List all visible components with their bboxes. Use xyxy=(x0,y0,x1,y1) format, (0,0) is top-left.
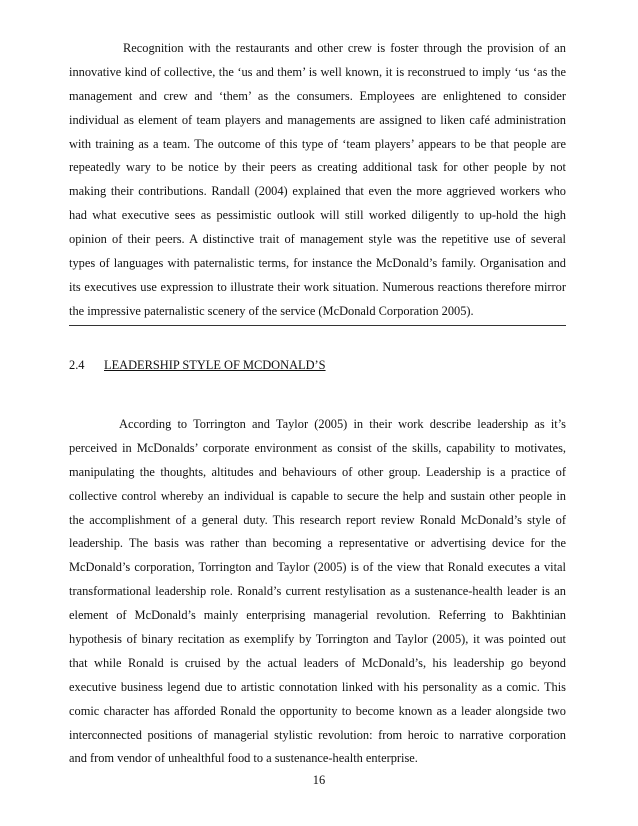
paragraph-line: comic character has afforded Ronald the opportunity to become known as a leader alongside two xyxy=(69,703,566,718)
paragraph-line: innovative kind of collective, the ‘us and them’ is well known, it is reconstrued to imply ‘us ‘as the xyxy=(69,64,566,79)
page-number: 16 xyxy=(312,773,326,787)
paragraph-line: and from vendor of unhealthful food to a sustenance-health enterprise. xyxy=(69,751,418,766)
paragraph-line: management and crew and ‘them’ as the consumers. Employees are enlightened to consider xyxy=(69,88,566,103)
paragraph-line: with training as a team. The outcome of this type of ‘team players’ appears to be that people are xyxy=(69,136,566,151)
paragraph-line: perceived in McDonalds’ corporate environment as consist of the skills, capability to motivates, xyxy=(69,440,566,455)
paragraph-line: According to Torrington and Taylor (2005) in their work describe leadership as it’s xyxy=(119,417,566,431)
section-title: LEADERSHIP STYLE OF MCDONALD’S xyxy=(104,358,326,372)
paragraph-line: repeatedly wary to be notice by their peers as creating additional task for other people by not xyxy=(69,160,566,175)
paragraph-recognition xyxy=(69,37,566,324)
section-heading xyxy=(69,355,326,375)
paragraph-line: making their contributions. Randall (2004) explained that even the more aggrieved workers who xyxy=(69,184,566,199)
paragraph-line: hypothesis of binary recitation as exemplify by Torrington and Taylor (2005), it was pointed out xyxy=(69,632,566,647)
paragraph-leadership xyxy=(69,413,566,771)
paragraph-line: the impressive paternalistic scenery of the service (McDonald Corporation 2005). xyxy=(69,303,474,318)
paragraph-line: types of languages with paternalistic terms, for instance the McDonald’s family. Organisation and xyxy=(69,256,566,271)
paragraph-line: manipulating the thoughts, altitudes and behaviours of other group. Leadership is a practice of xyxy=(69,464,566,479)
paragraph-line: leadership. The basis was rather than becoming a representative or advertising device for the xyxy=(69,536,566,551)
section-number: 2.4 xyxy=(69,358,85,372)
paragraph-line: interconnected positions of managerial stylistic revolution: from heroic to narrative corporation xyxy=(69,727,566,742)
paragraph-line: McDonald’s corporation, Torrington and Taylor (2005) is of the view that Ronald executes a vital xyxy=(69,560,566,575)
paragraph-line: that while Ronald is cruised by the actual leaders of McDonald’s, his leadership go beyond xyxy=(69,655,566,670)
paragraph-line: transformational leadership role. Ronald’s current restylisation as a sustenance-health leader is an xyxy=(69,584,566,599)
paragraph-line: its executives use expression to illustrate their work situation. Numerous reactions therefore mirror xyxy=(69,279,566,294)
paragraph-line: executive business legend due to artistic connotation linked with his personality as a comic. This xyxy=(69,679,566,694)
paragraph-line: individual as element of team players and managements are assigned to liken café administration xyxy=(69,112,566,127)
paragraph-line: the accomplishment of a general duty. This research report review Ronald McDonald’s style of xyxy=(69,512,566,527)
horizontal-rule xyxy=(69,325,566,326)
paragraph-line: element of McDonald’s mainly enterprising managerial revolution. Referring to Bakhtinian xyxy=(69,608,566,623)
paragraph-line: opinion of their peers. A distinctive trait of management style was the repetitive use of several xyxy=(69,232,566,247)
paragraph-line: Recognition with the restaurants and other crew is foster through the provision of an xyxy=(123,41,566,55)
paragraph-line: collective control whereby an individual is capable to secure the help and sustain other people in xyxy=(69,488,566,503)
paragraph-line: had what executive sees as pessimistic outlook will still worked diligently to up-hold the high xyxy=(69,208,566,223)
